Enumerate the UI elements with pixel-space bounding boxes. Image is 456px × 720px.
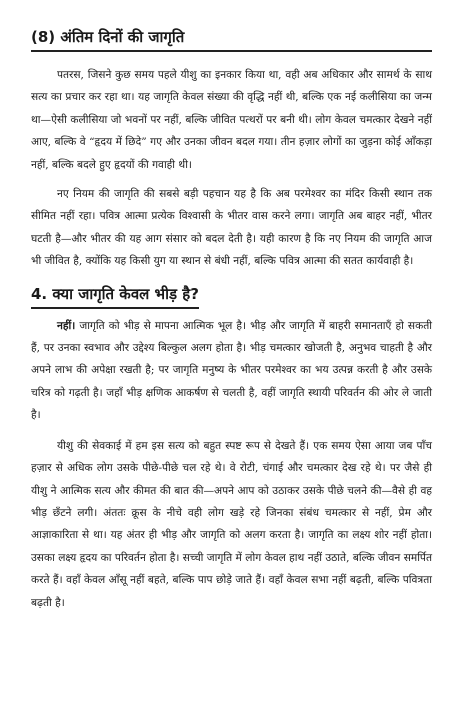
- paragraph: नए नियम की जागृति की सबसे बड़ी पहचान यह है कि अब परमेश्वर का मंदिर किसी स्थान तक सीमित नहीं रहा। पवित्र आत्मा प्रत्येक विश्वासी के भीतर वास करने लगा। जागृति अब बाहर नहीं, भीतर घटती है—और भीतर की यह आग संसार को बदल देती है। यही कारण है कि नए नियम की जागृति आज भी जीवित है, क्योंकि यह किसी युग या स्थान से बंधी नहीं, बल्कि पवित्र आत्मा की सतत कार्यवाही है।: [31, 188, 432, 268]
- paragraph: पतरस, जिसने कुछ समय पहले यीशु का इनकार किया था, वही अब अधिकार और सामर्थ के साथ सत्य का प्रचार कर रहा था। यह जागृति केवल संख्या की वृद्धि नहीं थी, बल्कि एक नई कलीसिया का जन्म था—ऐसी कलीसिया जो भवनों पर नहीं, बल्कि जीवित पत्थरों पर बनी थी। लोग केवल चमत्कार देखने नहीं आए, बल्कि वे “हृदय में छिदे” गए और उनका जीवन बदल गया। तीन हज़ार लोगों का जुड़ना कोई आँकड़ा नहीं, बल्कि बदले हुए हृदयों की गवाही थी।: [31, 69, 432, 171]
- section-heading-rule: [31, 26, 432, 52]
- paragraph-text: जागृति को भीड़ से मापना आत्मिक भूल है। भीड़ और जागृति में बाहरी समानताएँ हो सकती हैं, पर उनका स्वभाव और उद्देश्य बिल्कुल अलग होता है। भीड़ चमत्कार खोजती है, अनुभव चाहती है और अपने लाभ की अपेक्षा रखती है; पर जागृति मनुष्य के भीतर परमेश्वर का भय उत्पन्न करती है और उसके चरित्र को गढ़ती है। जहाँ भीड़ क्षणिक आकर्षण से चलती है, वहीं जागृति स्थायी परिवर्तन की ओर ले जाती है।: [31, 319, 432, 422]
- section-heading: (8) अंतिम दिनों की जागृति: [31, 28, 185, 46]
- paragraph: यीशु की सेवकाई में हम इस सत्य को बहुत स्पष्ट रूप से देखते हैं। एक समय ऐसा आया जब पाँच हज़ार से अधिक लोग उसके पीछे-पीछे चल रहे थे। वे रोटी, चंगाई और चमत्कार देख रहे थे। पर जैसे ही यीशु ने आत्मिक सत्य और कीमत की बात की—अपने आप को उठाकर उसके पीछे चलने की—वैसे ही वह भीड़ छँटने लगी। अंततः क्रूस के नीचे वही लोग खड़े रहे जिनका संबंध चमत्कार से नहीं, प्रेम और आज्ञाकारिता से था। यह अंतर ही भीड़ और जागृति को अलग करता है। जागृति का लक्ष्य शोर नहीं होता। उसका लक्ष्य हृदय का परिवर्तन होता है। सच्ची जागृति में लोग केवल हाथ नहीं उठाते, बल्कि जीवन समर्पित करते हैं। वहाँ केवल आँसू नहीं बहते, बल्कि पाप छोड़े जाते हैं। वहाँ केवल सभा नहीं बढ़ती, बल्कि पवित्रता बढ़ती है।: [31, 439, 432, 609]
- lead-word: नहीं।: [57, 319, 76, 332]
- subsection-heading: 4. क्या जागृति केवल भीड़ है?: [31, 283, 199, 309]
- paragraph: [31, 315, 432, 427]
